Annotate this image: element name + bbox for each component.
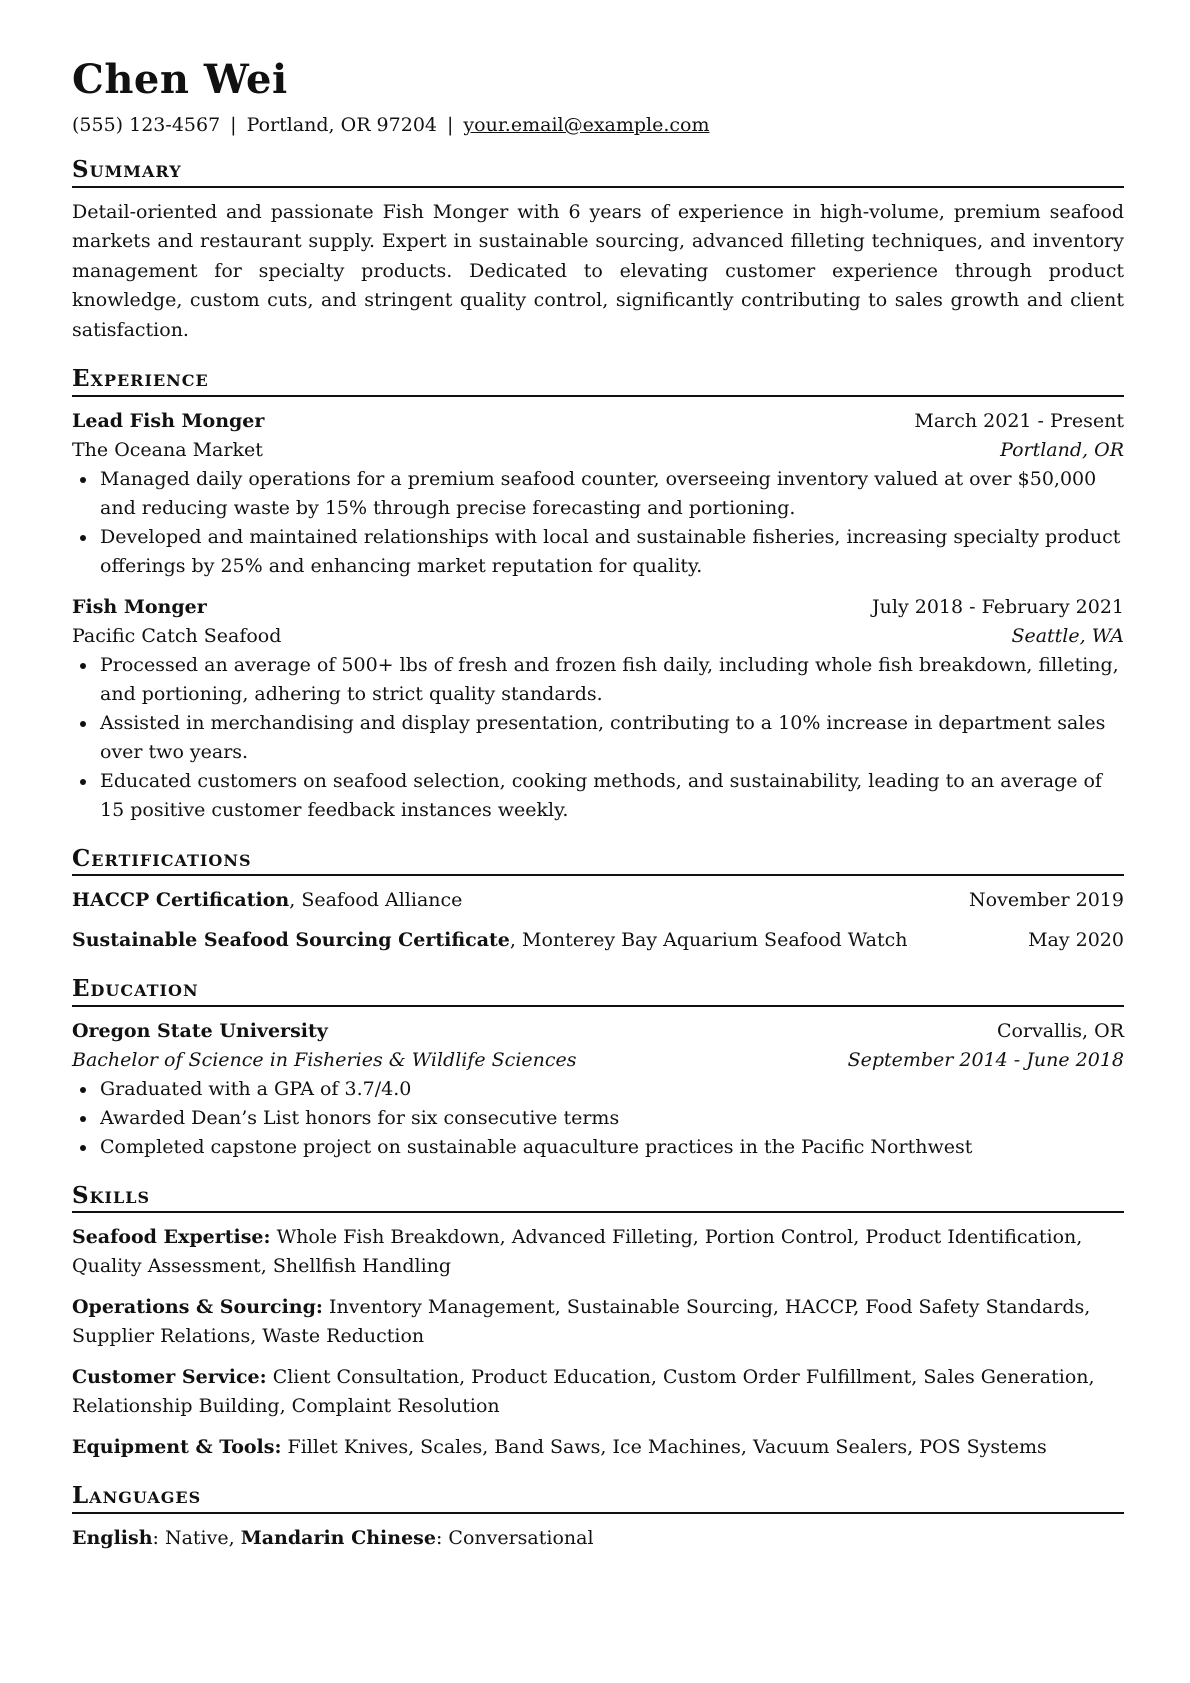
certification-name: HACCP Certification [72, 889, 290, 912]
language-name: English [72, 1527, 153, 1550]
section-title-summary: Summary [72, 156, 1124, 188]
education-bullets [72, 1075, 1124, 1162]
separator: | [447, 114, 454, 136]
list-item: • Educated customers on seafood selection, cooking methods, and sustainability, leading to an average of 15 positive customer feedback instances weekly. [98, 767, 1124, 825]
location: Portland, OR 97204 [246, 114, 437, 136]
certification-row [72, 886, 1124, 915]
contact-line [72, 114, 1124, 136]
certification-date: November 2019 [969, 889, 1124, 912]
skill-group [72, 1433, 1124, 1462]
job-title: Lead Fish Monger [72, 409, 265, 432]
list-item: • Processed an average of 500+ lbs of fresh and frozen fish daily, including whole fish breakdown, filleting, and portioning, adhering to strict quality standards. [98, 651, 1124, 709]
list-item: • Completed capstone project on sustainable aquaculture practices in the Pacific Northwest [98, 1133, 1124, 1162]
job-dates: March 2021 - Present [914, 409, 1124, 432]
job-entry [72, 593, 1124, 825]
skills-section [72, 1182, 1124, 1463]
summary-section [72, 156, 1124, 345]
certification-name: Sustainable Seafood Sourcing Certificate [72, 929, 510, 952]
candidate-name: Chen Wei [72, 56, 288, 103]
skill-items: Client Consultation, Product Education, Custom Order Fulfillment, Sales Generation, Relationship Building, Complaint Resolution [72, 1366, 1095, 1418]
job-bullets [72, 651, 1124, 825]
certification-row [72, 926, 1124, 955]
job-company: Pacific Catch Seafood [72, 624, 282, 647]
certification-issuer: , Monterey Bay Aquarium Seafood Watch [509, 929, 908, 952]
job-company: The Oceana Market [72, 438, 263, 461]
section-title-languages: Languages [72, 1482, 1124, 1514]
skill-label: Equipment & Tools: [72, 1436, 282, 1459]
skill-group [72, 1363, 1124, 1421]
language-name: Mandarin Chinese [240, 1527, 436, 1550]
list-item: • Managed daily operations for a premium seafood counter, overseeing inventory valued at over $50,000 and reducing waste by 15% through precise forecasting and portioning. [98, 465, 1124, 523]
skill-items: Fillet Knives, Scales, Band Saws, Ice Machines, Vacuum Sealers, POS Systems [281, 1436, 1047, 1459]
section-title-experience: Experience [72, 365, 1124, 397]
education-section [72, 975, 1124, 1162]
list-item: • Graduated with a GPA of 3.7/4.0 [98, 1075, 1124, 1104]
job-location: Portland, OR [1000, 438, 1124, 461]
skill-items: Inventory Management, Sustainable Sourcing, HACCP, Food Safety Standards, Supplier Relations, Waste Reduction [72, 1296, 1091, 1348]
skill-label: Operations & Sourcing: [72, 1296, 323, 1319]
job-bullets [72, 465, 1124, 581]
experience-section [72, 365, 1124, 825]
job-entry [72, 407, 1124, 581]
education-dates: September 2014 - June 2018 [847, 1048, 1124, 1071]
language-level: : Conversational [435, 1527, 594, 1550]
skill-group [72, 1293, 1124, 1351]
summary-text: Detail-oriented and passionate Fish Monger with 6 years of experience in high-volume, premium seafood markets and restaurant supply. Expert in sustainable sourcing, advanced filleting techniques, and inventory management for specialty products. Dedicated to elevating customer experience through product knowledge, custom cuts, and stringent quality control, significantly contributing to sales growth and client satisfaction. [72, 200, 1124, 341]
degree: Bachelor of Science in Fisheries & Wildlife Sciences [72, 1048, 577, 1071]
certifications-section [72, 845, 1124, 956]
school-name: Oregon State University [72, 1019, 328, 1042]
certification-issuer: , Seafood Alliance [289, 889, 463, 912]
job-dates: July 2018 - February 2021 [872, 595, 1124, 618]
section-title-skills: Skills [72, 1182, 1124, 1214]
list-item: • Developed and maintained relationships with local and sustainable fisheries, increasing specialty product offerings by 25% and enhancing market reputation for quality. [98, 523, 1124, 581]
skill-group [72, 1223, 1124, 1281]
languages-section [72, 1482, 1124, 1553]
skill-label: Customer Service: [72, 1366, 267, 1389]
phone: (555) 123-4567 [72, 114, 221, 136]
email-link[interactable]: your.email@example.com [463, 114, 710, 136]
languages-line [72, 1524, 1124, 1553]
list-item: • Assisted in merchandising and display presentation, contributing to a 10% increase in department sales over two years. [98, 709, 1124, 767]
school-location: Corvallis, OR [996, 1019, 1124, 1042]
job-title: Fish Monger [72, 595, 207, 618]
skill-items: Whole Fish Breakdown, Advanced Filleting, Portion Control, Product Identification, Quality Assessment, Shellfish Handling [72, 1226, 1083, 1278]
skill-label: Seafood Expertise: [72, 1226, 271, 1249]
job-location: Seattle, WA [1011, 624, 1124, 647]
certification-date: May 2020 [1028, 929, 1124, 952]
language-level: : Native, [152, 1527, 241, 1550]
separator: | [230, 114, 237, 136]
section-title-certifications: Certifications [72, 845, 1124, 877]
section-title-education: Education [72, 975, 1124, 1007]
list-item: • Awarded Dean’s List honors for six consecutive terms [98, 1104, 1124, 1133]
